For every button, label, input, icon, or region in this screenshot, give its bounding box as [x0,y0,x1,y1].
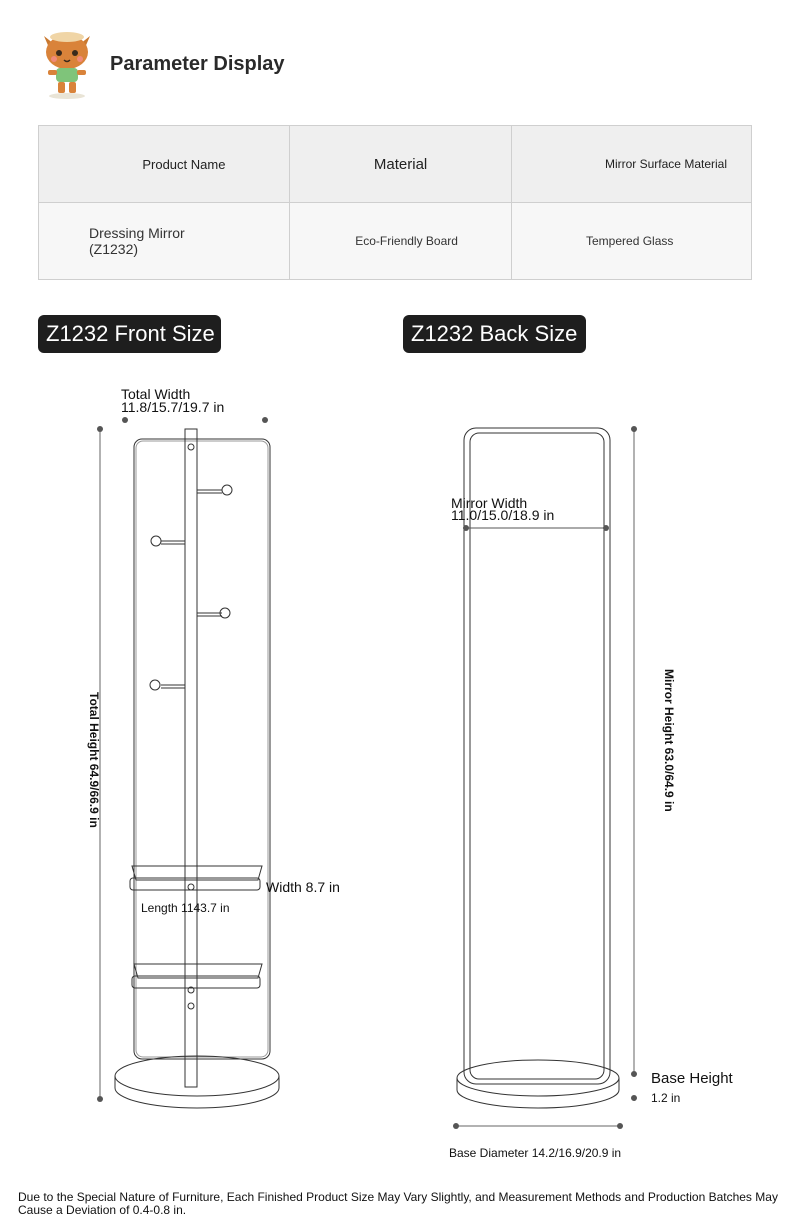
base-height-label: Base Height [651,1070,733,1087]
mirror-width-value: 11.0/15.0/18.9 in [451,507,555,523]
base-diameter-label: Base Diameter 14.2/16.9/20.9 in [449,1146,622,1160]
front-size-badge: Z1232 Front Size [38,315,221,353]
total-height-label: Total Height 64.9/66.9 in [87,692,101,828]
product-name-line2: (Z1232) [89,241,139,257]
total-width-label: Total Width [121,386,191,402]
cell-mirror-surface: Tempered Glass [512,203,752,280]
mirror-height-label: Mirror Height 63.0/64.9 in [662,669,676,812]
page-title: Parameter Display [110,52,285,75]
base-height-value: 1.2 in [651,1091,681,1105]
cell-material: Eco-Friendly Board [289,203,512,280]
back-view-drawing [453,426,637,1129]
header-material: Material [289,126,512,203]
mirror-width-label: Mirror Width [451,495,528,511]
header-product-name: Product Name [39,126,290,203]
width-label: Width 8.7 in [266,879,340,895]
back-size-badge: Z1232 Back Size [403,315,586,353]
length-label: Length 1143.7 in [141,901,230,915]
header-mirror-surface: Mirror Surface Material [512,126,752,203]
product-name-line1: Dressing Mirror [89,225,185,241]
front-view-drawing [97,417,279,1108]
size-disclaimer: Due to the Special Nature of Furniture, Each Finished Product Size May Vary Slightly, and Measurement Methods and Production Batches May Cause a Deviation of 0.4-0.8 in. [18,1190,778,1217]
total-width-value: 11.8/15.7/19.7 in [121,399,225,415]
